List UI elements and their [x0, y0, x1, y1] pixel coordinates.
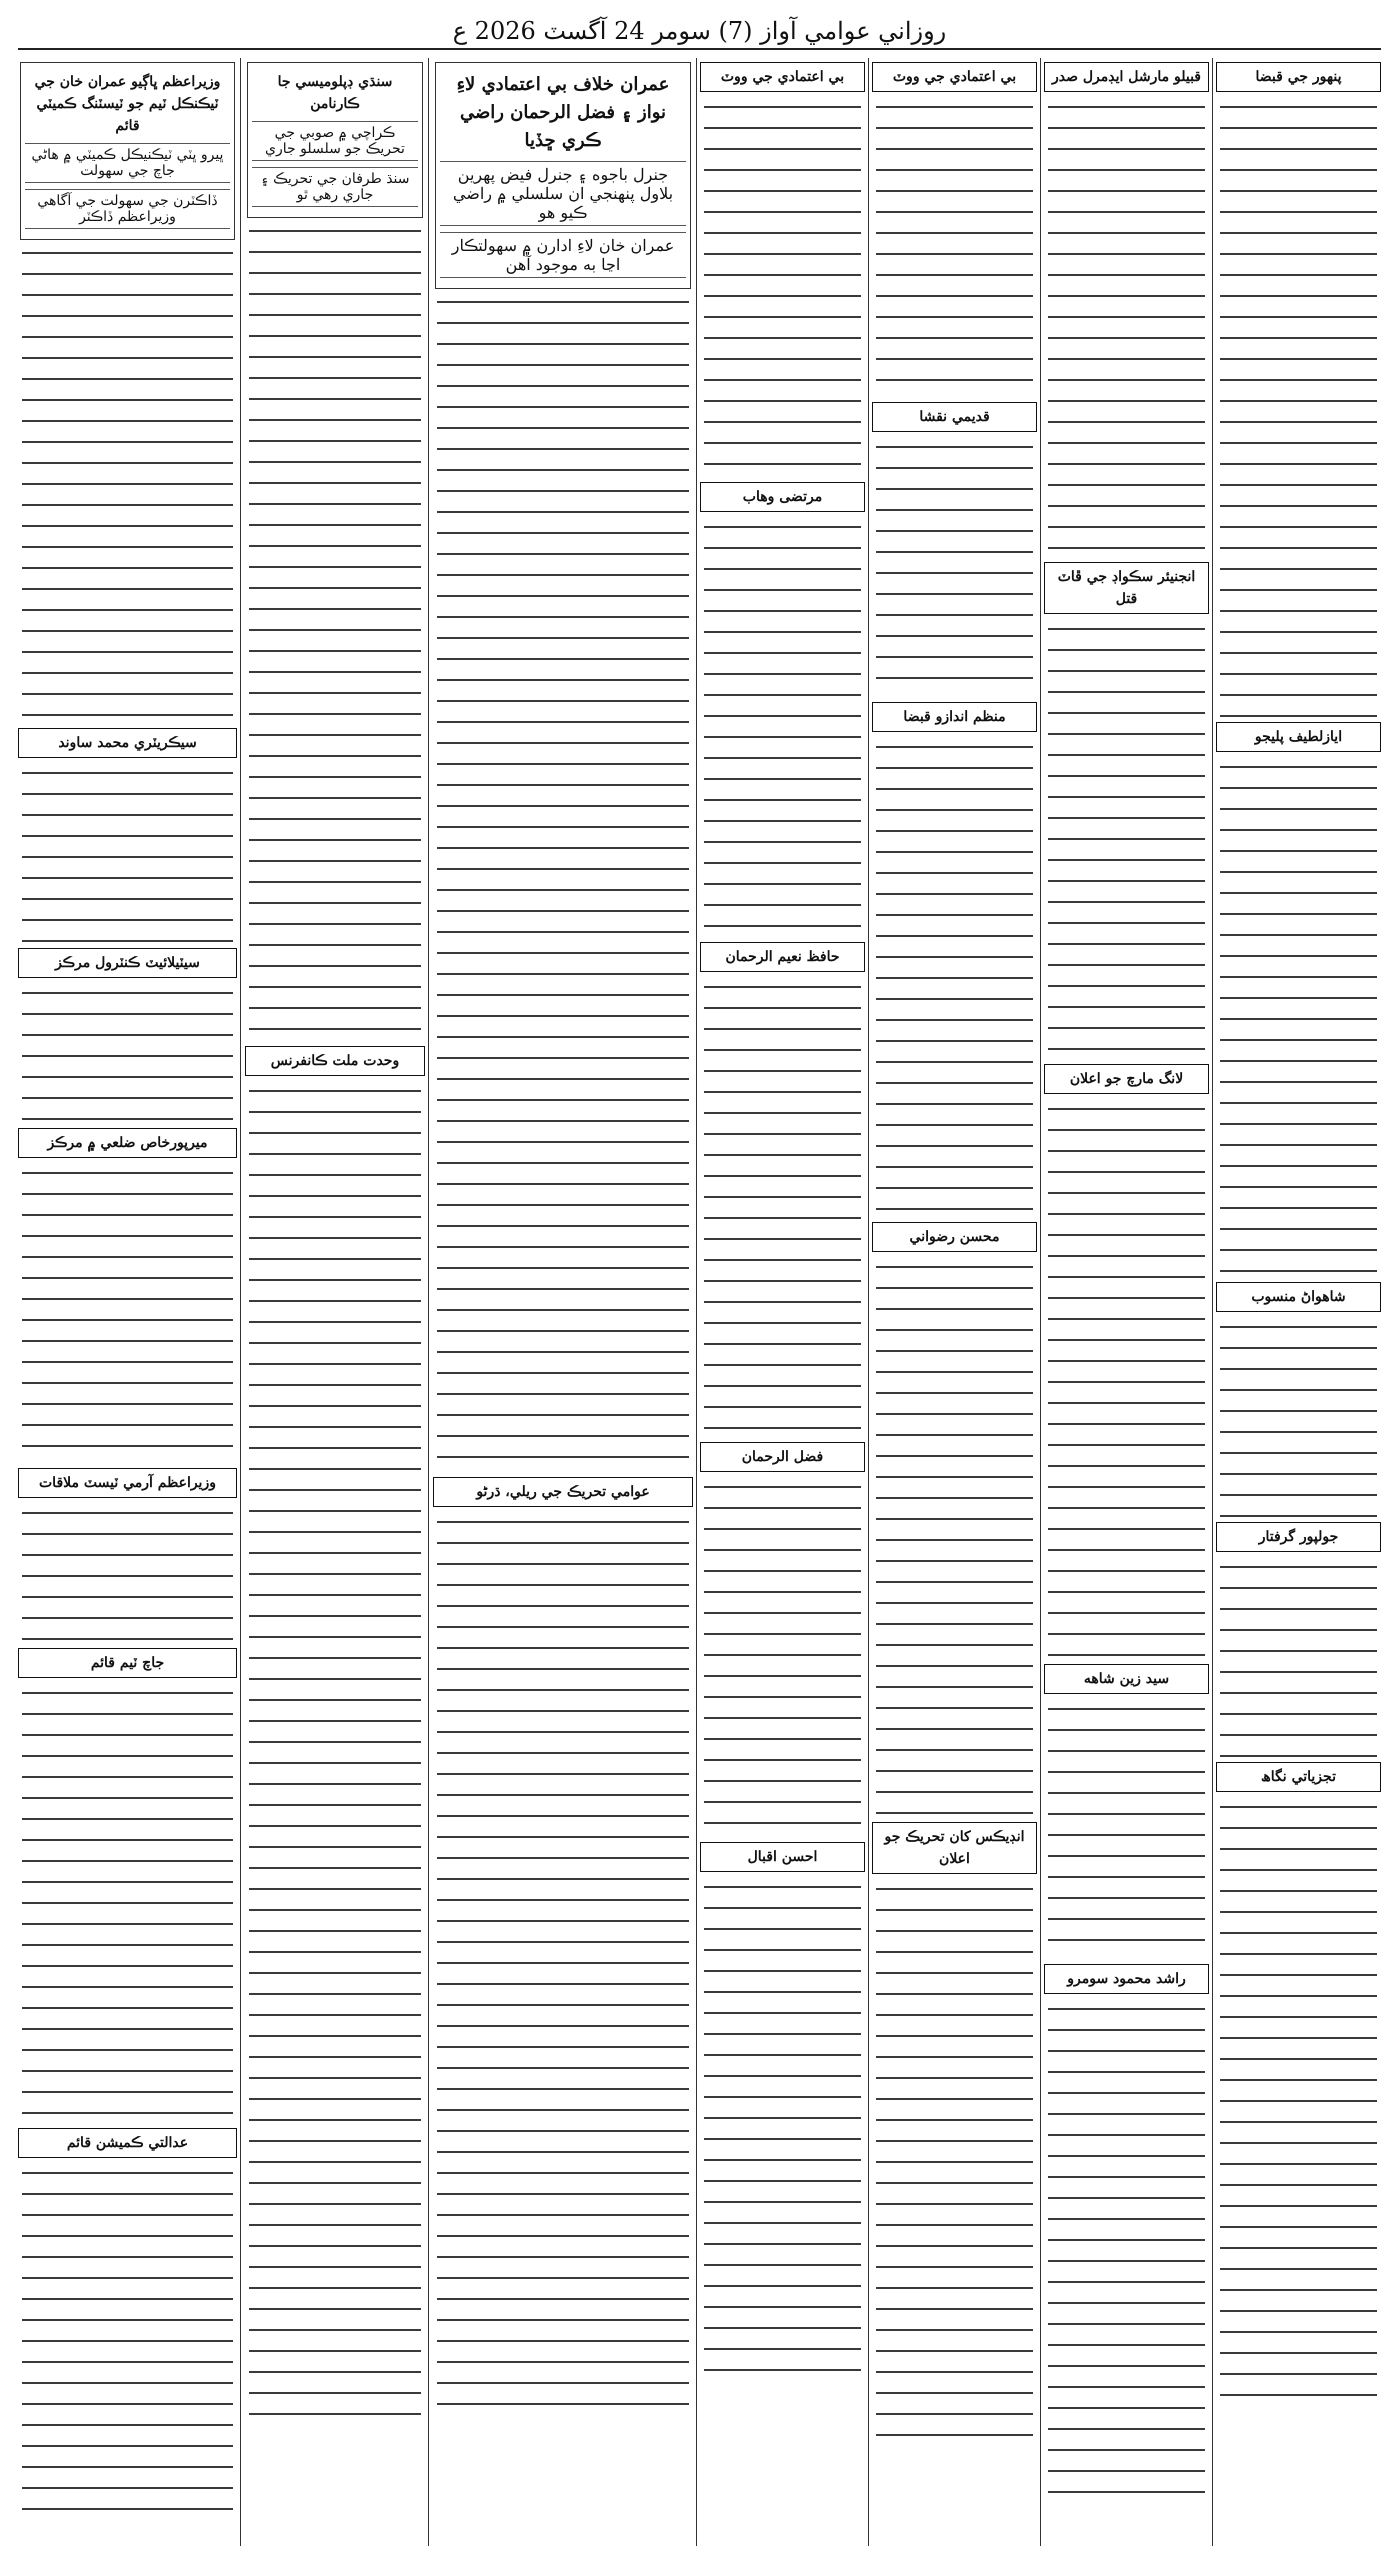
column-4 [700, 58, 865, 2546]
article-text-4b [704, 518, 861, 938]
article-text-1e [1220, 1798, 1377, 2398]
column-4-heading-2: مرتضى وهاب [700, 482, 865, 512]
column-divider [868, 58, 869, 2546]
column-2-heading-5: راشد محمود سومرو [1044, 1964, 1209, 1994]
article-text-1a [1220, 98, 1377, 718]
lead-story-box [435, 62, 691, 289]
column-4-heading-3: حافظ نعيم الرحمان [700, 942, 865, 972]
article-text-6b [249, 1082, 421, 2422]
article-text-3c [876, 738, 1033, 1218]
column-1 [1216, 58, 1381, 2546]
lead-subheading-1: جنرل باجوه ۽ جنرل فيض پهرين بلاول پنهنجي ان سلسلي ۾ راضي ڪيو هو [440, 161, 686, 226]
column-7-headline: وزيراعظم ڀاڳيو عمران خان جي ٽيڪنڪل ٽيم جو ٽيسٽنگ ڪميٽي قائم [34, 74, 221, 134]
column-divider [696, 58, 697, 2546]
article-text-7g [22, 2164, 233, 2524]
column-2-heading-4: سيد زين شاهه [1044, 1664, 1209, 1694]
article-text-7b [22, 764, 233, 944]
column-3-heading-2: قديمي نقشا [872, 402, 1037, 432]
column-6-subheading-1: ڪراچي ۾ صوبي جي تحريڪ جو سلسلو جاري [252, 121, 418, 161]
column-7 [18, 58, 237, 2546]
column-7-heading-2: سيڪريٽري محمد ساوند [18, 728, 237, 758]
column-1-heading-2: ايازلطيف پليجو [1216, 722, 1381, 752]
column-7-subheading-1: ڀيرو ڀٽي ٽيڪنيڪل ڪميٽي ۾ هاڻي جاچ جي سهولت [25, 143, 230, 183]
article-text-7e [22, 1504, 233, 1644]
story-box-7 [20, 62, 235, 240]
column-3-heading-5: انڊيڪس کان تحريڪ جو اعلان [872, 1822, 1037, 1874]
column-5-heading-2: عوامي تحريڪ جي ريلي، ڌرڻو [433, 1477, 693, 1507]
article-text-2b [1048, 620, 1205, 1060]
article-text-4a [704, 98, 861, 478]
column-7-heading-4: ميرپورخاص ضلعي ۾ مرڪز [18, 1128, 237, 1158]
article-text-1c [1220, 1318, 1377, 1518]
article-text-4e [704, 1878, 861, 2378]
column-1-heading-5: تجزياتي نگاھ [1216, 1762, 1381, 1792]
column-3-heading-3: منظم اندازو قبضا [872, 702, 1037, 732]
columns-container [18, 58, 1381, 2546]
column-3 [872, 58, 1037, 2546]
article-text-7a [22, 244, 233, 724]
column-1-heading-1: پنهور جي قبضا [1216, 62, 1381, 92]
article-text-4c [704, 978, 861, 1438]
article-text-3e [876, 1880, 1033, 2440]
lead-headline: عمران خلاف بي اعتمادي لاءِ نواز ۽ فضل الرحمان راضي ڪري ڇڏيا [456, 74, 670, 151]
article-text-7f [22, 1684, 233, 2124]
column-3-heading-1: بي اعتمادي جي ووٽ [872, 62, 1037, 92]
column-1-heading-3: شاهواڻ منسوب [1216, 1282, 1381, 1312]
masthead [18, 14, 1381, 50]
article-text-4d [704, 1478, 861, 1838]
column-2-heading-2: انجنيئر سڪواڊ جي ڦاٽ قتل [1044, 562, 1209, 614]
column-3-heading-4: محسن رضواني [872, 1222, 1037, 1252]
column-divider [1040, 58, 1041, 2546]
column-6-subheading-2: سنڌ طرفان جي تحريڪ ۽ جاري رهي ٿو [252, 167, 418, 207]
column-7-heading-6: جاچ ٽيم قائم [18, 1648, 237, 1678]
article-text-1d [1220, 1558, 1377, 1758]
article-text-2d [1048, 1700, 1205, 1960]
column-7-heading-5: وزيراعظم آرمي ٽيسٽ ملاقات [18, 1468, 237, 1498]
column-divider [240, 58, 241, 2546]
article-text-3d [876, 1258, 1033, 1818]
lead-subheading-2: عمران خان لاءِ ادارن ۾ سهولتڪار اڃا به موجود آهن [440, 232, 686, 278]
article-text-2e [1048, 2000, 1205, 2500]
article-text-1b [1220, 758, 1377, 1278]
article-text-5a [437, 293, 689, 1473]
column-6 [245, 58, 425, 2546]
column-6-heading-2: وحدت ملت ڪانفرنس [245, 1046, 425, 1076]
article-text-3b [876, 438, 1033, 698]
article-text-6a [249, 222, 421, 1042]
column-2-heading-3: لانگ مارچ جو اعلان [1044, 1064, 1209, 1094]
article-text-7d [22, 1164, 233, 1464]
column-4-heading-5: احسن اقبال [700, 1842, 865, 1872]
column-4-heading-1: بي اعتمادي جي ووٽ [700, 62, 865, 92]
masthead-title: روزاني عوامي آواز (7) سومر 24 آگسٽ 2026 ع [452, 17, 947, 45]
column-2-heading-1: قبيلو مارشل ايڊمرل صدر [1044, 62, 1209, 92]
article-text-2a [1048, 98, 1205, 558]
article-text-3a [876, 98, 1033, 398]
newspaper-page [18, 14, 1381, 2546]
story-box-6 [247, 62, 423, 218]
column-6-headline: سنڌي ڊپلوميسي جا ڪارنامن [277, 74, 393, 112]
column-5 [433, 58, 693, 2546]
column-4-heading-4: فضل الرحمان [700, 1442, 865, 1472]
article-text-2c [1048, 1100, 1205, 1660]
column-7-subheading-2: ڏاڪٽرن جي سهولت جي آگاهي وزيراعظم ڏاڪٽر [25, 189, 230, 229]
article-text-5b [437, 1513, 689, 2413]
column-1-heading-4: جولپور گرفتار [1216, 1522, 1381, 1552]
column-7-heading-3: سيٽيلائيٽ ڪنٽرول مرڪز [18, 948, 237, 978]
column-2 [1044, 58, 1209, 2546]
article-text-7c [22, 984, 233, 1124]
column-divider [1212, 58, 1213, 2546]
column-7-heading-7: عدالتي ڪميشن قائم [18, 2128, 237, 2158]
column-divider [428, 58, 429, 2546]
